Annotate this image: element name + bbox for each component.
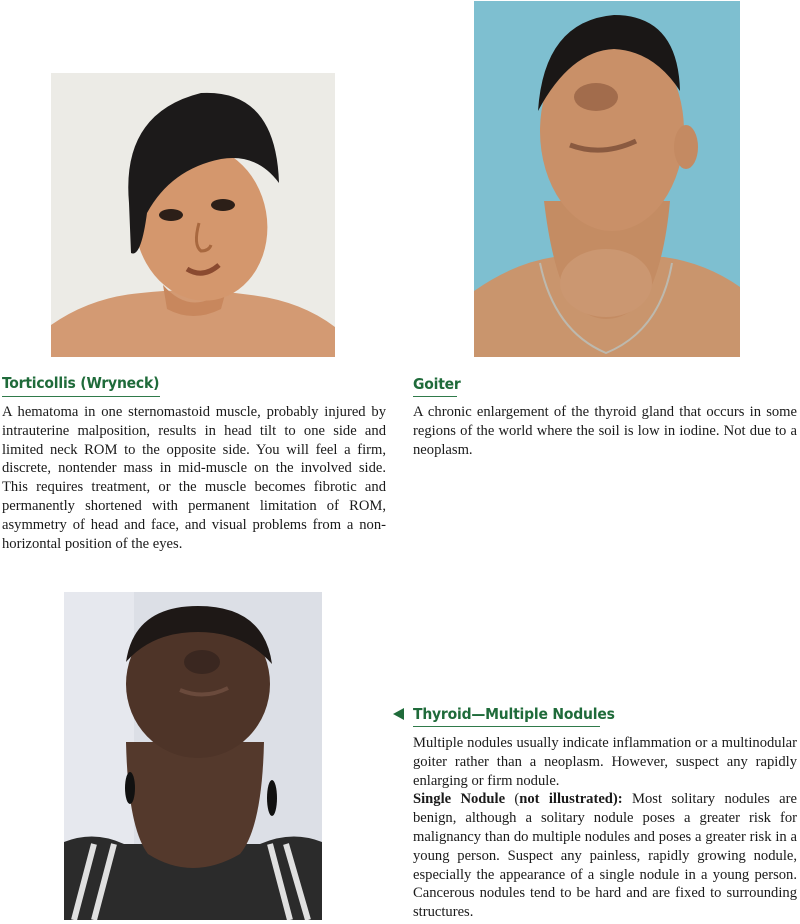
single-nodule-paren-open: (: [505, 791, 520, 808]
thyroid-text: [413, 734, 797, 922]
thyroid-paragraph: Multiple nodules usually indicate inflammation or a multinodular goiter rather than a neoplasm. However, suspect any rapidly enlarging or firm nodule.: [413, 735, 797, 789]
single-nodule-label: Single Nodule: [413, 791, 506, 808]
goiter-heading: Goiter: [413, 375, 461, 393]
goiter-paragraph: A chronic enlargement of the thyroid gland that occurs in some regions of the world where the soil is low in iodine. Not due to a neoplasm.: [413, 404, 797, 458]
thyroid-photo: [64, 592, 322, 920]
goiter-rule: [413, 396, 457, 397]
goiter-photo: [474, 1, 740, 357]
torticollis-heading: Torticollis (Wryneck): [2, 374, 160, 392]
single-nodule-paragraph: [413, 790, 797, 922]
torticollis-paragraph: A hematoma in one sternomastoid muscle, probably injured by intrauterine malposition, results in head tilt to one side and limited neck ROM to the opposite side. You will feel a firm, discrete, nontender mass in mid-muscle on the involved side. This requires treatment, or the muscle becomes fibrotic and permanently shortened with permanent limitation of ROM, asymmetry of head and face, and visual problems from a non-horizontal position of the eyes.: [2, 404, 386, 552]
torticollis-text: [2, 403, 386, 553]
thyroid-rule: [413, 726, 600, 727]
single-nodule-not-illustrated: not illustrated: [519, 791, 613, 808]
section-arrow-icon: [393, 708, 404, 720]
torticollis-photo: [51, 73, 335, 357]
single-nodule-text: Most solitary nodules are benign, although a solitary nodule poses a greater risk for malignancy than do multiple nodules and poses a greater risk in a young person. Suspect any painless, rapidly growing nodule, especially the appearance of a single nodule in a young person. Cancerous nodules tend to be hard and are fixed to surrounding structures.: [413, 791, 797, 921]
goiter-text: [413, 403, 797, 459]
single-nodule-paren-close: ):: [612, 791, 623, 808]
torticollis-rule: [2, 396, 160, 397]
thyroid-heading: Thyroid—Multiple Nodules: [413, 705, 615, 723]
